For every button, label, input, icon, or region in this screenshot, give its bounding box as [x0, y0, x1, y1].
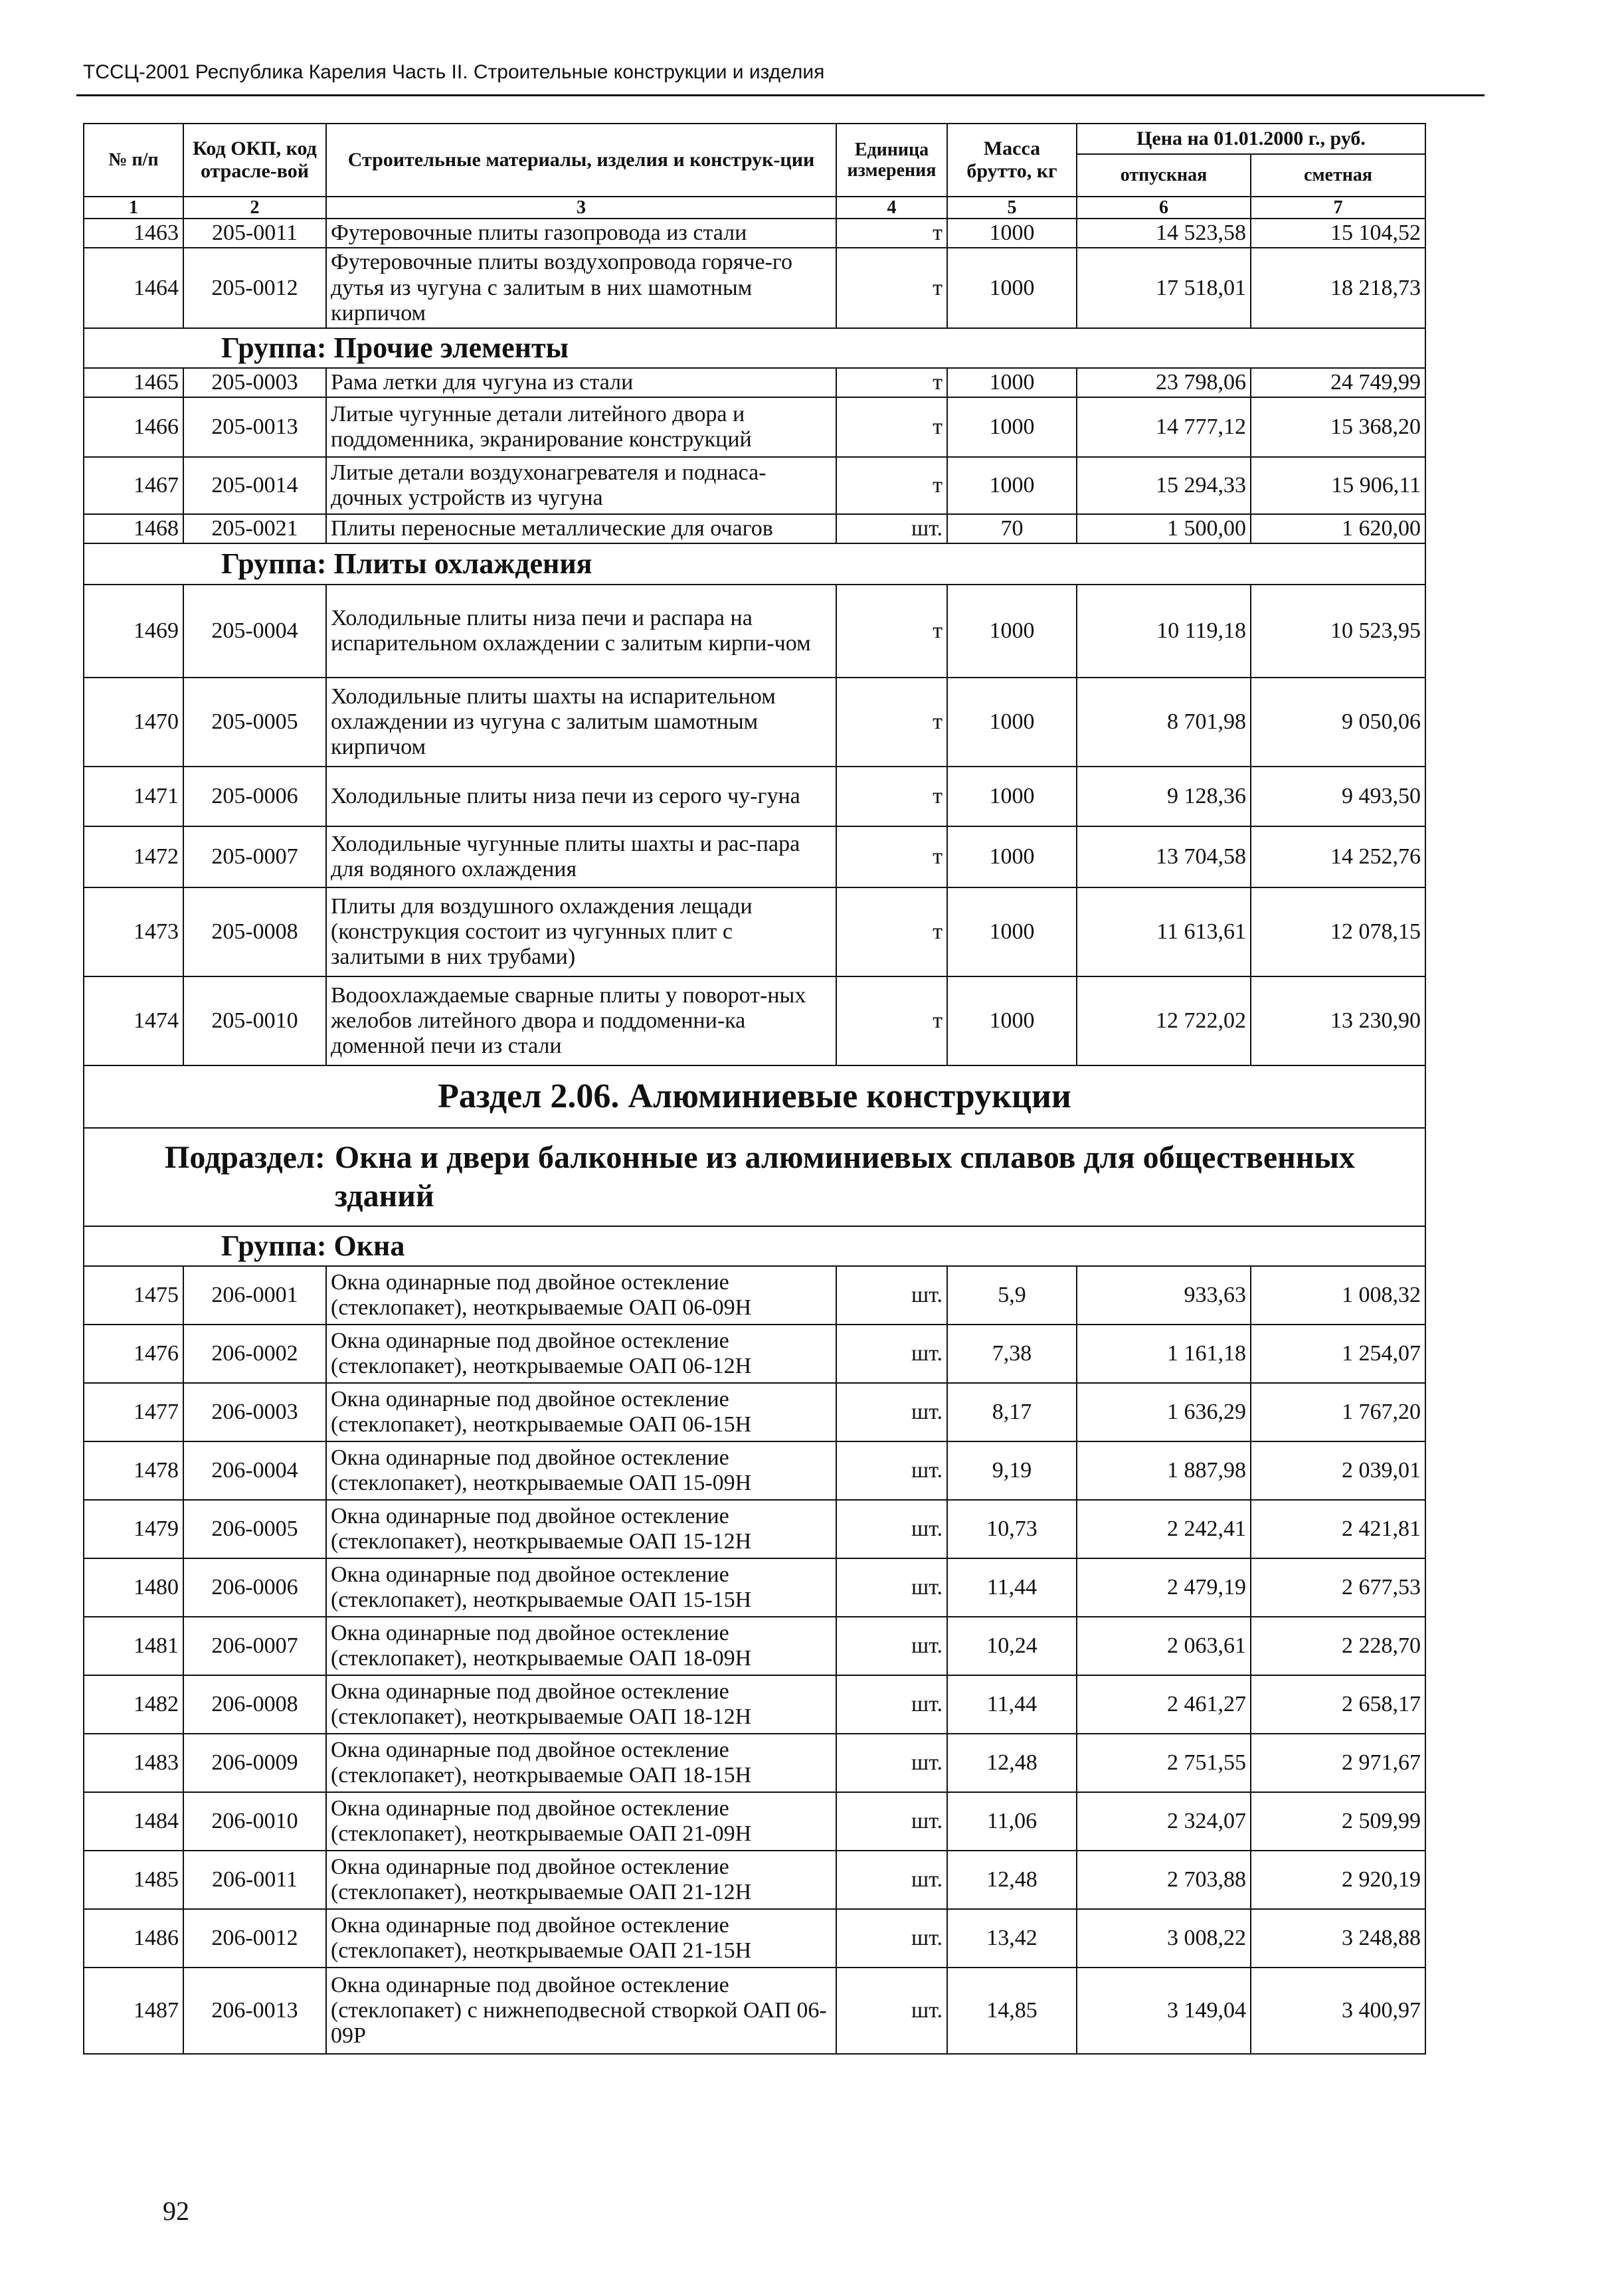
price-release: 9 128,36 [1077, 767, 1251, 826]
col-header-price-release: отпускная [1077, 154, 1251, 197]
price-table [83, 123, 1426, 2055]
item-name: Холодильные плиты шахты на испарительном охлаждении из чугуна с залитым шамотным кирпичом [326, 678, 836, 767]
price-release: 14 777,12 [1077, 397, 1251, 457]
price-release: 12 722,02 [1077, 976, 1251, 1065]
item-unit: шт. [836, 1617, 947, 1675]
item-name: Плиты для воздушного охлаждения лещади (конструкция состоит из чугунных плит с залитыми в них трубами) [326, 887, 836, 976]
price-release: 1 636,29 [1077, 1383, 1251, 1441]
item-code: 205-0021 [183, 514, 326, 543]
item-name: Холодильные чугунные плиты шахты и рас-пара для водяного охлаждения [326, 826, 836, 887]
price-release: 2 324,07 [1077, 1792, 1251, 1851]
rows-block-1 [84, 219, 1425, 327]
col-number: 3 [326, 197, 836, 219]
item-mass: 1000 [947, 678, 1077, 767]
item-code: 206-0006 [183, 1558, 326, 1617]
item-code: 206-0003 [183, 1383, 326, 1441]
item-code: 205-0004 [183, 585, 326, 678]
item-mass: 1000 [947, 248, 1077, 327]
item-name: Рама летки для чугуна из стали [326, 368, 836, 397]
table-row [84, 219, 1425, 248]
col-header-num: № п/п [84, 124, 183, 197]
item-unit: т [836, 767, 947, 826]
price-estimate: 1 254,07 [1251, 1325, 1425, 1383]
row-number: 1470 [84, 678, 183, 767]
item-mass: 11,44 [947, 1558, 1077, 1617]
price-release: 15 294,33 [1077, 457, 1251, 514]
row-number: 1478 [84, 1441, 183, 1500]
col-header-price-estimate: сметная [1251, 154, 1425, 197]
col-header-mass: Масса брутто, кг [947, 124, 1077, 197]
item-mass: 5,9 [947, 1266, 1077, 1325]
table-row [84, 1558, 1425, 1617]
price-release: 1 887,98 [1077, 1441, 1251, 1500]
col-number: 1 [84, 197, 183, 219]
item-code: 205-0008 [183, 887, 326, 976]
rows-block-4 [84, 1266, 1425, 2054]
item-name: Окна одинарные под двойное остекление (стеклопакет), неоткрываемые ОАП 18-12Н [326, 1675, 836, 1734]
price-estimate: 1 008,32 [1251, 1266, 1425, 1325]
item-mass: 11,44 [947, 1675, 1077, 1734]
item-code: 205-0012 [183, 248, 326, 327]
table-row [84, 826, 1425, 887]
item-mass: 12,48 [947, 1851, 1077, 1909]
price-release: 14 523,58 [1077, 219, 1251, 248]
item-code: 205-0010 [183, 976, 326, 1065]
item-name: Окна одинарные под двойное остекление (стеклопакет), неоткрываемые ОАП 18-09Н [326, 1617, 836, 1675]
item-code: 205-0014 [183, 457, 326, 514]
item-unit: шт. [836, 1675, 947, 1734]
col-number: 4 [836, 197, 947, 219]
price-estimate: 10 523,95 [1251, 585, 1425, 678]
price-release: 3 149,04 [1077, 1968, 1251, 2054]
item-mass: 70 [947, 514, 1077, 543]
item-code: 206-0008 [183, 1675, 326, 1734]
row-number: 1467 [84, 457, 183, 514]
item-name: Плиты переносные металлические для очагов [326, 514, 836, 543]
table-row [84, 248, 1425, 327]
group-prefix: Группа: [221, 331, 327, 365]
item-name: Футеровочные плиты газопровода из стали [326, 219, 836, 248]
group-cooling [84, 543, 1425, 585]
table-row [84, 678, 1425, 767]
item-unit: шт. [836, 1851, 947, 1909]
price-release: 2 751,55 [1077, 1734, 1251, 1792]
price-release: 11 613,61 [1077, 887, 1251, 976]
item-unit: шт. [836, 1325, 947, 1383]
subsection-windows [84, 1128, 1425, 1226]
item-name: Водоохлаждаемые сварные плиты у поворот-ных желобов литейного двора и поддоменни-ка доменной печи из стали [326, 976, 836, 1065]
item-mass: 12,48 [947, 1734, 1077, 1792]
table-row [84, 457, 1425, 514]
table-row [84, 1266, 1425, 1325]
subsection-prefix: Подраздел: [165, 1140, 325, 1176]
item-mass: 1000 [947, 585, 1077, 678]
item-mass: 1000 [947, 368, 1077, 397]
row-number: 1463 [84, 219, 183, 248]
price-release: 933,63 [1077, 1266, 1251, 1325]
row-number: 1483 [84, 1734, 183, 1792]
row-number: 1487 [84, 1968, 183, 2054]
price-estimate: 14 252,76 [1251, 826, 1425, 887]
price-estimate: 15 906,11 [1251, 457, 1425, 514]
price-estimate: 2 228,70 [1251, 1617, 1425, 1675]
item-mass: 13,42 [947, 1909, 1077, 1968]
item-mass: 1000 [947, 767, 1077, 826]
item-code: 206-0010 [183, 1792, 326, 1851]
table-row [84, 1734, 1425, 1792]
price-release: 1 161,18 [1077, 1325, 1251, 1383]
item-mass: 8,17 [947, 1383, 1077, 1441]
item-mass: 1000 [947, 826, 1077, 887]
item-code: 206-0005 [183, 1500, 326, 1558]
item-name: Окна одинарные под двойное остекление (стеклопакет), неоткрываемые ОАП 21-15Н [326, 1909, 836, 1968]
price-release: 2 703,88 [1077, 1851, 1251, 1909]
item-name: Окна одинарные под двойное остекление (стеклопакет), неоткрываемые ОАП 18-15Н [326, 1734, 836, 1792]
group-other [84, 328, 1425, 368]
item-mass: 7,38 [947, 1325, 1077, 1383]
col-number: 7 [1251, 197, 1425, 219]
item-code: 206-0004 [183, 1441, 326, 1500]
row-number: 1484 [84, 1792, 183, 1851]
item-name: Окна одинарные под двойное остекление (стеклопакет), неоткрываемые ОАП 06-15Н [326, 1383, 836, 1441]
price-estimate: 15 104,52 [1251, 219, 1425, 248]
item-name: Холодильные плиты низа печи и распара на испарительном охлаждении с залитым кирпи-чом [326, 585, 836, 678]
group-prefix: Группа: [221, 547, 327, 581]
item-code: 205-0011 [183, 219, 326, 248]
column-numbers [84, 197, 1425, 219]
item-name: Литые детали воздухонагревателя и поднаса-дочных устройств из чугуна [326, 457, 836, 514]
page-number: 92 [163, 2196, 189, 2226]
item-code: 206-0001 [183, 1266, 326, 1325]
item-mass: 10,73 [947, 1500, 1077, 1558]
row-number: 1469 [84, 585, 183, 678]
price-estimate: 9 050,06 [1251, 678, 1425, 767]
table-row [84, 585, 1425, 678]
price-estimate: 2 658,17 [1251, 1675, 1425, 1734]
item-unit: т [836, 219, 947, 248]
item-unit: шт. [836, 514, 947, 543]
running-header: ТССЦ-2001 Республика Карелия Часть II. Строительные конструкции и изделия [83, 61, 825, 83]
price-release: 2 242,41 [1077, 1500, 1251, 1558]
section-aluminium [84, 1065, 1425, 1128]
item-name: Окна одинарные под двойное остекление (стеклопакет), неоткрываемые ОАП 15-12Н [326, 1500, 836, 1558]
table-row [84, 1500, 1425, 1558]
table-row [84, 1675, 1425, 1734]
price-estimate: 13 230,90 [1251, 976, 1425, 1065]
item-unit: шт. [836, 1441, 947, 1500]
table-row [84, 767, 1425, 826]
item-code: 205-0013 [183, 397, 326, 457]
price-estimate: 2 920,19 [1251, 1851, 1425, 1909]
row-number: 1466 [84, 397, 183, 457]
subsection-title: Окна и двери балконные из алюминиевых сплавов для общественных зданий [334, 1140, 1355, 1214]
item-unit: т [836, 397, 947, 457]
table-row [84, 514, 1425, 543]
item-unit: т [836, 457, 947, 514]
price-release: 10 119,18 [1077, 585, 1251, 678]
item-unit: шт. [836, 1909, 947, 1968]
row-number: 1479 [84, 1500, 183, 1558]
item-code: 206-0009 [183, 1734, 326, 1792]
item-unit: шт. [836, 1734, 947, 1792]
item-mass: 1000 [947, 219, 1077, 248]
table-row [84, 397, 1425, 457]
item-code: 205-0003 [183, 368, 326, 397]
item-mass: 14,85 [947, 1968, 1077, 2054]
col-number: 5 [947, 197, 1077, 219]
row-number: 1468 [84, 514, 183, 543]
row-number: 1475 [84, 1266, 183, 1325]
item-mass: 9,19 [947, 1441, 1077, 1500]
price-estimate: 9 493,50 [1251, 767, 1425, 826]
price-estimate: 12 078,15 [1251, 887, 1425, 976]
table-row [84, 368, 1425, 397]
price-estimate: 15 368,20 [1251, 397, 1425, 457]
item-name: Окна одинарные под двойное остекление (стеклопакет), неоткрываемые ОАП 06-12Н [326, 1325, 836, 1383]
item-mass: 11,06 [947, 1792, 1077, 1851]
item-name: Литые чугунные детали литейного двора и поддоменника, экранирование конструкций [326, 397, 836, 457]
group-title: Прочие элементы [333, 331, 569, 365]
price-release: 2 461,27 [1077, 1675, 1251, 1734]
price-estimate: 2 971,67 [1251, 1734, 1425, 1792]
table-row [84, 1909, 1425, 1968]
item-unit: шт. [836, 1792, 947, 1851]
col-header-price: Цена на 01.01.2000 г., руб. [1077, 124, 1425, 154]
item-unit: шт. [836, 1500, 947, 1558]
item-name: Окна одинарные под двойное остекление (стеклопакет) с нижнеподвесной створкой ОАП 06-09Р [326, 1968, 836, 2054]
item-name: Окна одинарные под двойное остекление (стеклопакет), неоткрываемые ОАП 15-15Н [326, 1558, 836, 1617]
item-unit: шт. [836, 1383, 947, 1441]
col-number: 6 [1077, 197, 1251, 219]
table-row [84, 1968, 1425, 2054]
row-number: 1482 [84, 1675, 183, 1734]
price-estimate: 2 677,53 [1251, 1558, 1425, 1617]
row-number: 1472 [84, 826, 183, 887]
item-unit: шт. [836, 1558, 947, 1617]
item-code: 206-0012 [183, 1909, 326, 1968]
group-title: Плиты охлаждения [333, 547, 592, 581]
item-code: 206-0011 [183, 1851, 326, 1909]
row-number: 1486 [84, 1909, 183, 1968]
row-number: 1464 [84, 248, 183, 327]
table-row [84, 1383, 1425, 1441]
item-unit: т [836, 678, 947, 767]
item-code: 206-0007 [183, 1617, 326, 1675]
item-code: 205-0005 [183, 678, 326, 767]
item-mass: 1000 [947, 976, 1077, 1065]
price-estimate: 24 749,99 [1251, 368, 1425, 397]
rows-block-2 [84, 368, 1425, 543]
price-release: 17 518,01 [1077, 248, 1251, 327]
item-name: Окна одинарные под двойное остекление (стеклопакет), неоткрываемые ОАП 15-09Н [326, 1441, 836, 1500]
item-unit: т [836, 368, 947, 397]
table-header [84, 124, 1425, 197]
item-mass: 10,24 [947, 1617, 1077, 1675]
group-prefix: Группа: [221, 1230, 327, 1263]
col-number: 2 [183, 197, 326, 219]
item-code: 206-0002 [183, 1325, 326, 1383]
row-number: 1481 [84, 1617, 183, 1675]
row-number: 1473 [84, 887, 183, 976]
price-estimate: 1 620,00 [1251, 514, 1425, 543]
item-code: 205-0007 [183, 826, 326, 887]
item-mass: 1000 [947, 397, 1077, 457]
price-release: 2 063,61 [1077, 1617, 1251, 1675]
header-rule [76, 94, 1485, 96]
item-unit: т [836, 248, 947, 327]
row-number: 1471 [84, 767, 183, 826]
col-header-unit: Единица измерения [836, 124, 947, 197]
row-number: 1480 [84, 1558, 183, 1617]
table-row [84, 1441, 1425, 1500]
row-number: 1476 [84, 1325, 183, 1383]
row-number: 1465 [84, 368, 183, 397]
item-name: Окна одинарные под двойное остекление (стеклопакет), неоткрываемые ОАП 21-12Н [326, 1851, 836, 1909]
table-row [84, 887, 1425, 976]
item-code: 206-0013 [183, 1968, 326, 2054]
item-name: Окна одинарные под двойное остекление (стеклопакет), неоткрываемые ОАП 21-09Н [326, 1792, 836, 1851]
item-unit: шт. [836, 1266, 947, 1325]
item-code: 205-0006 [183, 767, 326, 826]
price-estimate: 2 509,99 [1251, 1792, 1425, 1851]
price-estimate: 2 039,01 [1251, 1441, 1425, 1500]
col-header-code: Код ОКП, код отрасле-вой [183, 124, 326, 197]
price-release: 3 008,22 [1077, 1909, 1251, 1968]
item-name: Футеровочные плиты воздухопровода горяче-го дутья из чугуна с залитым в них шамотным кирпичом [326, 248, 836, 327]
item-unit: т [836, 585, 947, 678]
item-mass: 1000 [947, 887, 1077, 976]
table-row [84, 1617, 1425, 1675]
item-unit: т [836, 887, 947, 976]
price-release: 23 798,06 [1077, 368, 1251, 397]
price-estimate: 3 248,88 [1251, 1909, 1425, 1968]
row-number: 1485 [84, 1851, 183, 1909]
price-release: 2 479,19 [1077, 1558, 1251, 1617]
item-mass: 1000 [947, 457, 1077, 514]
rows-block-3 [84, 585, 1425, 1065]
price-release: 1 500,00 [1077, 514, 1251, 543]
table-row [84, 1325, 1425, 1383]
table-row [84, 1792, 1425, 1851]
price-release: 13 704,58 [1077, 826, 1251, 887]
table-row [84, 1851, 1425, 1909]
price-release: 8 701,98 [1077, 678, 1251, 767]
row-number: 1474 [84, 976, 183, 1065]
price-estimate: 2 421,81 [1251, 1500, 1425, 1558]
item-unit: т [836, 826, 947, 887]
col-header-name: Строительные материалы, изделия и конструк-ции [326, 124, 836, 197]
row-number: 1477 [84, 1383, 183, 1441]
price-estimate: 3 400,97 [1251, 1968, 1425, 2054]
table-row [84, 976, 1425, 1065]
group-title: Окна [333, 1230, 405, 1263]
item-unit: шт. [836, 1968, 947, 2054]
item-unit: т [836, 976, 947, 1065]
price-estimate: 18 218,73 [1251, 248, 1425, 327]
group-windows [84, 1226, 1425, 1266]
price-estimate: 1 767,20 [1251, 1383, 1425, 1441]
item-name: Холодильные плиты низа печи из серого чу-гуна [326, 767, 836, 826]
item-name: Окна одинарные под двойное остекление (стеклопакет), неоткрываемые ОАП 06-09Н [326, 1266, 836, 1325]
section-title: Раздел 2.06. Алюминиевые конструкции [84, 1065, 1425, 1128]
